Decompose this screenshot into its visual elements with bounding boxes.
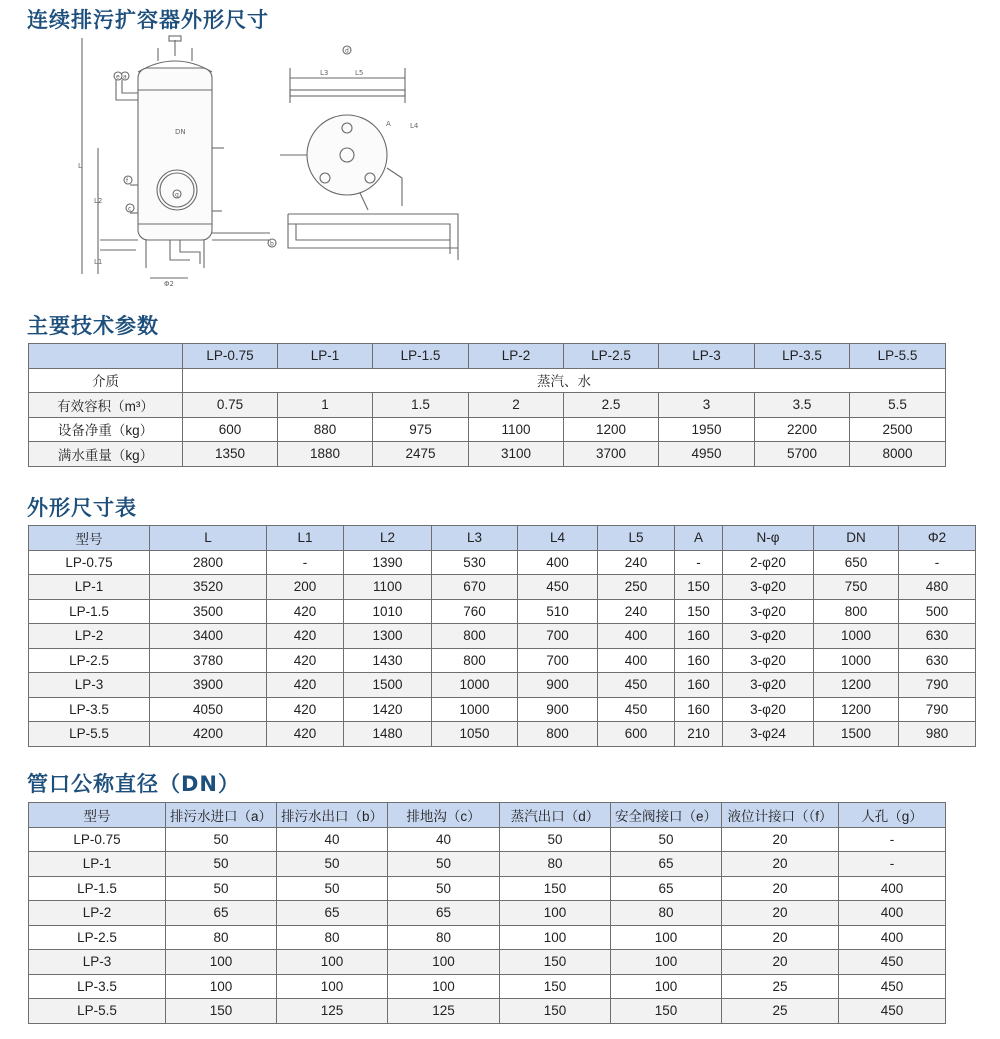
table-cell: 1000 bbox=[814, 648, 899, 673]
params-header-cell bbox=[29, 344, 183, 369]
table-row bbox=[29, 827, 946, 852]
outline-header-cell: N-φ bbox=[723, 526, 814, 551]
table-cell: 50 bbox=[611, 827, 722, 852]
table-cell: 450 bbox=[839, 950, 946, 975]
table-cell: 1390 bbox=[344, 550, 432, 575]
port-marker-g bbox=[173, 190, 181, 199]
table-cell: 630 bbox=[899, 648, 976, 673]
table-cell: 25 bbox=[722, 999, 839, 1024]
port-marker-d bbox=[343, 46, 351, 55]
table-cell: 100 bbox=[277, 974, 388, 999]
table-cell: 65 bbox=[611, 852, 722, 877]
table-cell: 3-φ24 bbox=[723, 722, 814, 747]
table-cell: 400 bbox=[839, 925, 946, 950]
model-cell: LP-3.5 bbox=[29, 974, 166, 999]
table-cell: 25 bbox=[722, 974, 839, 999]
table-row bbox=[29, 417, 946, 442]
table-cell: 1200 bbox=[814, 673, 899, 698]
table-cell: 600 bbox=[183, 417, 278, 442]
svg-text:g: g bbox=[175, 191, 179, 199]
table-cell: 3700 bbox=[564, 442, 659, 467]
table-cell: 20 bbox=[722, 950, 839, 975]
pipes-header-cell: 安全阀接口（e） bbox=[611, 803, 722, 828]
model-cell: LP-1 bbox=[29, 852, 166, 877]
table-cell: - bbox=[899, 550, 976, 575]
dimension-label-phi2: Φ2 bbox=[164, 280, 174, 288]
table-cell: 100 bbox=[166, 950, 277, 975]
table-cell: 100 bbox=[611, 974, 722, 999]
table-cell: 65 bbox=[277, 901, 388, 926]
table-cell: 100 bbox=[277, 950, 388, 975]
table-cell: 1.5 bbox=[373, 393, 469, 418]
table-cell: 1010 bbox=[344, 599, 432, 624]
outline-header-cell: L bbox=[150, 526, 267, 551]
table-cell: 980 bbox=[899, 722, 976, 747]
table-row bbox=[29, 599, 976, 624]
table-cell: 1 bbox=[278, 393, 373, 418]
table-cell: 480 bbox=[899, 575, 976, 600]
table-cell: 3 bbox=[659, 393, 755, 418]
table-cell: - bbox=[675, 550, 723, 575]
outline-title: 外形尺寸表 bbox=[27, 496, 137, 520]
table-cell: 100 bbox=[500, 901, 611, 926]
table-cell: 1100 bbox=[469, 417, 564, 442]
table-cell: 900 bbox=[518, 673, 598, 698]
params-header-row bbox=[29, 344, 946, 369]
table-cell: 790 bbox=[899, 673, 976, 698]
table-cell: 满水重量（kg） bbox=[29, 442, 183, 467]
dimension-label-l: L bbox=[78, 162, 82, 170]
table-cell: 5700 bbox=[755, 442, 850, 467]
port-marker-c bbox=[126, 204, 134, 213]
table-cell: 1050 bbox=[432, 722, 518, 747]
table-cell: 400 bbox=[839, 876, 946, 901]
table-cell: 20 bbox=[722, 852, 839, 877]
table-cell: 800 bbox=[518, 722, 598, 747]
params-header-cell: LP-1.5 bbox=[373, 344, 469, 369]
table-cell: 4950 bbox=[659, 442, 755, 467]
table-cell: 420 bbox=[267, 599, 344, 624]
dimension-label-l1: L1 bbox=[94, 258, 103, 266]
table-cell: 800 bbox=[432, 648, 518, 673]
table-cell: 3-φ20 bbox=[723, 697, 814, 722]
table-cell: 40 bbox=[277, 827, 388, 852]
model-cell: LP-0.75 bbox=[29, 827, 166, 852]
table-cell: 1880 bbox=[278, 442, 373, 467]
table-cell: 100 bbox=[611, 925, 722, 950]
model-cell: LP-2.5 bbox=[29, 648, 150, 673]
dimension-label-dn: DN bbox=[175, 128, 186, 136]
table-cell: 65 bbox=[611, 876, 722, 901]
table-cell: 1420 bbox=[344, 697, 432, 722]
table-cell: 160 bbox=[675, 673, 723, 698]
model-cell: LP-2.5 bbox=[29, 925, 166, 950]
table-cell: 420 bbox=[267, 648, 344, 673]
table-cell: 50 bbox=[277, 852, 388, 877]
table-cell: - bbox=[267, 550, 344, 575]
pipes-header-cell: 排污水进口（a） bbox=[166, 803, 277, 828]
table-cell: 20 bbox=[722, 827, 839, 852]
outline-header-cell: L5 bbox=[598, 526, 675, 551]
table-cell: 530 bbox=[432, 550, 518, 575]
table-cell: 800 bbox=[432, 624, 518, 649]
table-cell: 1100 bbox=[344, 575, 432, 600]
table-cell: 3.5 bbox=[755, 393, 850, 418]
table-cell: 0.75 bbox=[183, 393, 278, 418]
table-cell: 1480 bbox=[344, 722, 432, 747]
table-cell: 80 bbox=[277, 925, 388, 950]
table-cell: 有效容积（m³） bbox=[29, 393, 183, 418]
table-cell: 3520 bbox=[150, 575, 267, 600]
dimension-label-l3: L3 bbox=[320, 69, 329, 77]
table-row bbox=[29, 624, 976, 649]
outline-header-cell: 型号 bbox=[29, 526, 150, 551]
params-table bbox=[28, 343, 946, 467]
table-cell: 210 bbox=[675, 722, 723, 747]
params-header-cell: LP-2 bbox=[469, 344, 564, 369]
table-cell: 3-φ20 bbox=[723, 575, 814, 600]
pipes-header-row bbox=[29, 803, 946, 828]
params-header-cell: LP-1 bbox=[278, 344, 373, 369]
table-cell: 8000 bbox=[850, 442, 946, 467]
table-cell: 800 bbox=[814, 599, 899, 624]
table-row bbox=[29, 393, 946, 418]
model-cell: LP-5.5 bbox=[29, 999, 166, 1024]
table-cell: 设备净重（kg） bbox=[29, 417, 183, 442]
table-row bbox=[29, 722, 976, 747]
table-cell: 790 bbox=[899, 697, 976, 722]
table-cell: 3780 bbox=[150, 648, 267, 673]
table-cell: 100 bbox=[388, 974, 500, 999]
table-cell: 50 bbox=[277, 876, 388, 901]
table-cell: 400 bbox=[518, 550, 598, 575]
table-cell: 4050 bbox=[150, 697, 267, 722]
pipes-header-cell: 排污水出口（b） bbox=[277, 803, 388, 828]
table-cell: 700 bbox=[518, 648, 598, 673]
table-cell: 65 bbox=[166, 901, 277, 926]
table-cell: 50 bbox=[166, 852, 277, 877]
table-cell: 50 bbox=[166, 876, 277, 901]
dimension-label-a: A bbox=[386, 120, 391, 128]
table-cell: 3400 bbox=[150, 624, 267, 649]
table-cell: 1500 bbox=[814, 722, 899, 747]
table-cell: 80 bbox=[500, 852, 611, 877]
model-cell: LP-3 bbox=[29, 673, 150, 698]
outline-header-cell: L2 bbox=[344, 526, 432, 551]
table-cell: 240 bbox=[598, 599, 675, 624]
params-header-cell: LP-5.5 bbox=[850, 344, 946, 369]
outline-header-row bbox=[29, 526, 976, 551]
table-cell: 240 bbox=[598, 550, 675, 575]
params-title: 主要技术参数 bbox=[27, 314, 159, 338]
svg-text:b: b bbox=[270, 240, 274, 248]
table-cell: 20 bbox=[722, 876, 839, 901]
table-cell: 420 bbox=[267, 624, 344, 649]
model-cell: LP-2 bbox=[29, 624, 150, 649]
table-cell: 2-φ20 bbox=[723, 550, 814, 575]
table-cell: 900 bbox=[518, 697, 598, 722]
params-row-medium bbox=[29, 368, 946, 393]
table-cell: 50 bbox=[166, 827, 277, 852]
table-row bbox=[29, 550, 976, 575]
port-marker-e bbox=[114, 72, 122, 81]
table-cell: 2800 bbox=[150, 550, 267, 575]
outline-header-cell: Φ2 bbox=[899, 526, 976, 551]
table-cell: 3500 bbox=[150, 599, 267, 624]
table-cell: 20 bbox=[722, 925, 839, 950]
table-cell: 650 bbox=[814, 550, 899, 575]
params-header-cell: LP-2.5 bbox=[564, 344, 659, 369]
params-medium-label: 介质 bbox=[29, 368, 183, 393]
table-cell: 3-φ20 bbox=[723, 673, 814, 698]
vessel-drawing bbox=[70, 28, 480, 288]
table-cell: 3900 bbox=[150, 673, 267, 698]
table-cell: 200 bbox=[267, 575, 344, 600]
table-cell: 125 bbox=[388, 999, 500, 1024]
table-cell: 1200 bbox=[814, 697, 899, 722]
table-cell: 700 bbox=[518, 624, 598, 649]
table-cell: 450 bbox=[598, 697, 675, 722]
params-header-cell: LP-0.75 bbox=[183, 344, 278, 369]
table-cell: 2 bbox=[469, 393, 564, 418]
table-cell: 50 bbox=[500, 827, 611, 852]
table-cell: 1000 bbox=[432, 697, 518, 722]
svg-text:a: a bbox=[123, 73, 127, 81]
pipes-header-cell: 排地沟（c） bbox=[388, 803, 500, 828]
table-cell: 150 bbox=[675, 599, 723, 624]
table-row bbox=[29, 999, 946, 1024]
table-cell: 1350 bbox=[183, 442, 278, 467]
pipes-title: 管口公称直径（DN） bbox=[27, 772, 241, 796]
table-row bbox=[29, 974, 946, 999]
table-row bbox=[29, 648, 976, 673]
table-cell: 160 bbox=[675, 624, 723, 649]
table-cell: 670 bbox=[432, 575, 518, 600]
dimension-label-l4: L4 bbox=[410, 122, 419, 130]
table-cell: 1000 bbox=[814, 624, 899, 649]
table-cell: 150 bbox=[611, 999, 722, 1024]
svg-text:d: d bbox=[345, 47, 349, 55]
port-marker-b bbox=[268, 239, 276, 248]
model-cell: LP-1 bbox=[29, 575, 150, 600]
table-cell: - bbox=[839, 852, 946, 877]
table-cell: 150 bbox=[500, 950, 611, 975]
table-cell: 100 bbox=[611, 950, 722, 975]
table-cell: 750 bbox=[814, 575, 899, 600]
table-cell: 450 bbox=[518, 575, 598, 600]
table-cell: 420 bbox=[267, 697, 344, 722]
pipes-header-cell: 型号 bbox=[29, 803, 166, 828]
model-cell: LP-0.75 bbox=[29, 550, 150, 575]
dims-title: 连续排污扩容器外形尺寸 bbox=[27, 8, 269, 32]
svg-text:e: e bbox=[116, 73, 120, 81]
table-row bbox=[29, 697, 976, 722]
svg-text:f: f bbox=[126, 177, 129, 185]
table-cell: 1200 bbox=[564, 417, 659, 442]
table-cell: 80 bbox=[388, 925, 500, 950]
table-cell: 1300 bbox=[344, 624, 432, 649]
table-cell: 150 bbox=[500, 876, 611, 901]
table-cell: 50 bbox=[388, 852, 500, 877]
table-cell: 880 bbox=[278, 417, 373, 442]
outline-header-cell: L1 bbox=[267, 526, 344, 551]
table-cell: 150 bbox=[675, 575, 723, 600]
outline-header-cell: L3 bbox=[432, 526, 518, 551]
table-row bbox=[29, 876, 946, 901]
table-cell: 400 bbox=[839, 901, 946, 926]
outline-table bbox=[28, 525, 976, 747]
outline-header-cell: A bbox=[675, 526, 723, 551]
table-cell: 150 bbox=[166, 999, 277, 1024]
table-cell: 50 bbox=[388, 876, 500, 901]
table-cell: 100 bbox=[500, 925, 611, 950]
pipes-table bbox=[28, 802, 946, 1024]
table-cell: 5.5 bbox=[850, 393, 946, 418]
table-cell: 2.5 bbox=[564, 393, 659, 418]
table-cell: 3-φ20 bbox=[723, 599, 814, 624]
table-cell: 600 bbox=[598, 722, 675, 747]
pipes-header-cell: 人孔（g） bbox=[839, 803, 946, 828]
table-cell: 40 bbox=[388, 827, 500, 852]
table-cell: 150 bbox=[500, 999, 611, 1024]
table-cell: 2200 bbox=[755, 417, 850, 442]
table-cell: 630 bbox=[899, 624, 976, 649]
table-cell: 1430 bbox=[344, 648, 432, 673]
table-cell: 450 bbox=[598, 673, 675, 698]
table-cell: 3-φ20 bbox=[723, 624, 814, 649]
pipes-header-cell: 蒸汽出口（d） bbox=[500, 803, 611, 828]
table-row bbox=[29, 442, 946, 467]
table-row bbox=[29, 901, 946, 926]
table-cell: 975 bbox=[373, 417, 469, 442]
table-cell: 2500 bbox=[850, 417, 946, 442]
model-cell: LP-1.5 bbox=[29, 599, 150, 624]
table-cell: 450 bbox=[839, 999, 946, 1024]
outline-header-cell: L4 bbox=[518, 526, 598, 551]
params-medium-value: 蒸汽、水 bbox=[183, 368, 946, 393]
table-cell: 510 bbox=[518, 599, 598, 624]
table-cell: 80 bbox=[166, 925, 277, 950]
table-row bbox=[29, 575, 976, 600]
table-cell: 250 bbox=[598, 575, 675, 600]
outline-header-cell: DN bbox=[814, 526, 899, 551]
params-header-cell: LP-3.5 bbox=[755, 344, 850, 369]
params-header-cell: LP-3 bbox=[659, 344, 755, 369]
model-cell: LP-3 bbox=[29, 950, 166, 975]
table-cell: 125 bbox=[277, 999, 388, 1024]
table-cell: 2475 bbox=[373, 442, 469, 467]
table-cell: 160 bbox=[675, 697, 723, 722]
model-cell: LP-1.5 bbox=[29, 876, 166, 901]
dimension-label-l5: L5 bbox=[355, 69, 364, 77]
table-cell: 420 bbox=[267, 722, 344, 747]
svg-text:c: c bbox=[128, 205, 132, 213]
table-cell: 500 bbox=[899, 599, 976, 624]
table-cell: 1950 bbox=[659, 417, 755, 442]
table-cell: 80 bbox=[611, 901, 722, 926]
table-cell: 4200 bbox=[150, 722, 267, 747]
model-cell: LP-3.5 bbox=[29, 697, 150, 722]
table-cell: 100 bbox=[388, 950, 500, 975]
table-cell: 760 bbox=[432, 599, 518, 624]
table-cell: 65 bbox=[388, 901, 500, 926]
table-row bbox=[29, 852, 946, 877]
table-row bbox=[29, 925, 946, 950]
table-cell: 150 bbox=[500, 974, 611, 999]
table-cell: 160 bbox=[675, 648, 723, 673]
table-row bbox=[29, 950, 946, 975]
pipes-header-cell: 液位计接口（（f） bbox=[722, 803, 839, 828]
table-cell: 1500 bbox=[344, 673, 432, 698]
table-cell: 400 bbox=[598, 648, 675, 673]
table-cell: 420 bbox=[267, 673, 344, 698]
table-row bbox=[29, 673, 976, 698]
model-cell: LP-2 bbox=[29, 901, 166, 926]
dimension-label-l2: L2 bbox=[94, 197, 103, 205]
table-cell: 3-φ20 bbox=[723, 648, 814, 673]
table-cell: 20 bbox=[722, 901, 839, 926]
model-cell: LP-5.5 bbox=[29, 722, 150, 747]
table-cell: 100 bbox=[166, 974, 277, 999]
port-marker-f bbox=[124, 176, 132, 185]
table-cell: 1000 bbox=[432, 673, 518, 698]
table-cell: 3100 bbox=[469, 442, 564, 467]
table-cell: - bbox=[839, 827, 946, 852]
table-cell: 450 bbox=[839, 974, 946, 999]
table-cell: 400 bbox=[598, 624, 675, 649]
